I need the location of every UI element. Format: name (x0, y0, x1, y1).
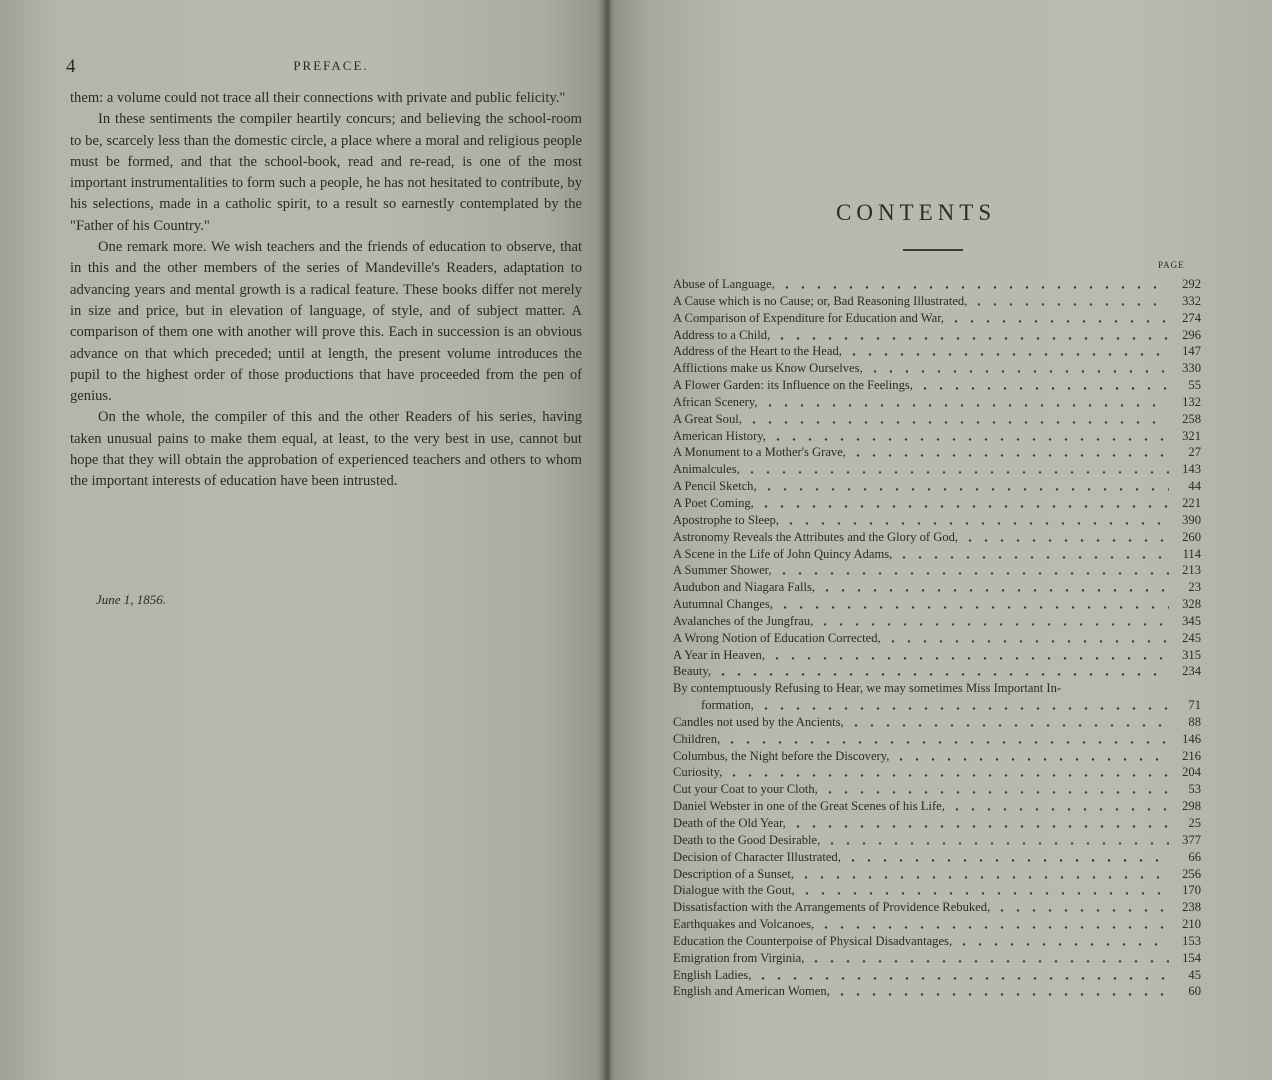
leader-dots (779, 276, 1169, 293)
toc-entry-title: formation, (701, 698, 754, 713)
leader-dots (962, 529, 1169, 546)
toc-entry-title: English Ladies, (673, 967, 752, 982)
toc-entry-page: 258 (1182, 411, 1201, 426)
toc-entry-title: A Flower Garden: its Influence on the Feelings, (673, 378, 913, 393)
toc-entry-page: 147 (1182, 344, 1201, 359)
toc-entry-title: Death to the Good Desirable, (673, 832, 821, 847)
leader-dots (819, 579, 1169, 596)
toc-entry (673, 630, 1201, 647)
leader-dots (818, 916, 1169, 933)
toc-entry (673, 697, 1201, 714)
toc-entry (673, 882, 1201, 899)
leader-dots (755, 967, 1169, 984)
preface-date: June 1, 1856. (96, 592, 167, 607)
toc-entry (673, 647, 1201, 664)
leader-dots (790, 815, 1169, 832)
toc-entry (673, 512, 1201, 529)
leader-dots (726, 764, 1169, 781)
toc-entry-page: 71 (1188, 698, 1201, 713)
toc-entry-title: A Wrong Notion of Education Corrected, (673, 630, 881, 645)
leader-dots (776, 562, 1170, 579)
toc-entry (673, 663, 1201, 680)
toc-entry (673, 916, 1201, 933)
toc-entry (673, 731, 1201, 748)
toc-entry-title: Earthquakes and Volcanoes, (673, 917, 815, 932)
toc-entry (673, 394, 1201, 411)
running-title: PREFACE. (293, 58, 369, 73)
toc-entry-title: Address of the Heart to the Head, (673, 344, 842, 359)
leader-dots (724, 731, 1169, 748)
toc-entry-title: A Poet Coming, (673, 495, 754, 510)
toc-entry-page: 321 (1182, 428, 1201, 443)
toc-entry (673, 377, 1201, 394)
toc-entry-title: A Great Soul, (673, 411, 742, 426)
toc-entry (673, 360, 1201, 377)
toc-entry-title: American History, (673, 428, 766, 443)
leader-dots (824, 832, 1169, 849)
toc-entry (673, 562, 1201, 579)
toc-entry (673, 748, 1201, 765)
leader-dots (848, 714, 1169, 731)
toc-entry (673, 411, 1201, 428)
toc-entry-title: Afflictions make us Know Ourselves, (673, 361, 863, 376)
toc-entry-title: A Cause which is no Cause; or, Bad Reasoning Illustrated, (673, 293, 968, 308)
leader-dots (893, 748, 1169, 765)
toc-entry-title: Apostrophe to Sleep, (673, 512, 779, 527)
toc-entry-title: Decision of Character Illustrated, (673, 849, 841, 864)
toc-entry-title: Avalanches of the Jungfrau, (673, 613, 814, 628)
book-gutter (598, 0, 614, 1080)
toc-entry-page: 204 (1182, 765, 1201, 780)
toc-entry-page: 245 (1182, 630, 1201, 645)
toc-entry (673, 478, 1201, 495)
toc-entry-page: 210 (1182, 917, 1201, 932)
page-number: 4 (66, 56, 76, 77)
toc-entry (673, 343, 1201, 360)
title-rule (903, 249, 963, 251)
toc-entry-page: 66 (1188, 849, 1201, 864)
toc-entry-page: 60 (1188, 984, 1201, 999)
toc-entry-page: 238 (1182, 900, 1201, 915)
preface-paragraph: them: a volume could not trace all their connections with private and public felicity." (70, 90, 566, 106)
toc-entry (673, 613, 1201, 630)
preface-paragraph: In these sentiments the compiler heartily concurs; and believing the school-room to be, scarcely less than the domestic circle, a place where a moral and religious people must be formed, and that the school-book, read and re-read, is one of the most important instrumentalities to form such a people, he has not hesitated to contribute, by his selections, made in a catholic spirit, to a result so earnestly contemplated by the "Father of his Country." (70, 111, 582, 234)
toc-entry-page: 55 (1188, 378, 1201, 393)
leader-dots (956, 933, 1169, 950)
toc-entry-page: 213 (1182, 563, 1201, 578)
toc-entry-page: 23 (1188, 580, 1201, 595)
toc-entry (673, 983, 1201, 1000)
toc-entry (673, 866, 1201, 883)
leader-dots (774, 327, 1169, 344)
toc-entry-page: 292 (1182, 277, 1201, 291)
toc-entry-page: 153 (1182, 933, 1201, 948)
toc-entry-page: 345 (1182, 613, 1201, 628)
leader-dots (867, 360, 1169, 377)
toc-entry (673, 276, 1201, 293)
toc-entry-page: 296 (1182, 327, 1201, 342)
leader-dots (798, 866, 1169, 883)
toc-entry-page: 390 (1182, 512, 1201, 527)
toc-entry (673, 529, 1201, 546)
toc-entry-page: 260 (1182, 529, 1201, 544)
toc-entry (673, 714, 1201, 731)
toc-entry (673, 950, 1201, 967)
leader-dots (715, 663, 1169, 680)
leader-dots (994, 899, 1169, 916)
leader-dots (948, 310, 1169, 327)
leader-dots (850, 444, 1169, 461)
leader-dots (783, 512, 1169, 529)
toc-entry (673, 764, 1201, 781)
toc-entry-page: 27 (1188, 445, 1201, 460)
toc-entry (673, 293, 1201, 310)
toc-entry-title: Autumnal Changes, (673, 597, 774, 612)
leader-dots (746, 411, 1169, 428)
toc-entry-page: 221 (1182, 495, 1201, 510)
toc-entry-page: 330 (1182, 361, 1201, 376)
toc-entry (673, 327, 1201, 344)
leader-dots (896, 546, 1169, 563)
toc-entry-page: 45 (1188, 967, 1201, 982)
toc-entry-title: Dialogue with the Gout, (673, 883, 795, 898)
toc-entry-title: A Year in Heaven, (673, 647, 765, 662)
leader-dots (971, 293, 1169, 310)
toc-entry (673, 933, 1201, 950)
running-head (66, 56, 586, 78)
leader-dots (949, 798, 1169, 815)
toc-entry-page: 328 (1182, 597, 1201, 612)
toc-entry-title: Candles not used by the Ancients, (673, 714, 844, 729)
toc-entry-page: 114 (1182, 546, 1201, 561)
toc-entry (673, 798, 1201, 815)
preface-paragraph: One remark more. We wish teachers and the friends of education to observe, that in this and the other members of the series of Mandeville's Readers, adaptation to advancing years and mental growth is a radical feature. These books differ not merely in size and price, but in elevation of language, of style, and of subject matter. A comparison of them one with another will prove this. Each in succession is an obvious advance on that which preceded; until at length, the present volume introduces the pupil to the highest order of those productions that have proceeded from the pen of genius. (70, 239, 582, 405)
toc-entry-title: Daniel Webster in one of the Great Scenes of his Life, (673, 799, 945, 814)
toc-entry-page: 298 (1182, 799, 1201, 814)
toc-entry-title: Columbus, the Night before the Discovery, (673, 748, 890, 763)
leader-dots (761, 478, 1169, 495)
toc-entry (673, 781, 1201, 798)
toc-entry-page: 132 (1182, 394, 1201, 409)
toc-entry-page: 274 (1182, 310, 1201, 325)
toc-entry-page: 256 (1182, 866, 1201, 881)
contents-title: CONTENTS (836, 200, 997, 225)
left-page (0, 0, 606, 1080)
toc-entry (673, 849, 1201, 866)
toc-entry (673, 596, 1201, 613)
toc-entry-page: 170 (1182, 883, 1201, 898)
toc-entry-title: Education the Counterpoise of Physical Disadvantages, (673, 933, 953, 948)
toc-entry-title: A Summer Shower, (673, 563, 772, 578)
toc-entry-title: A Comparison of Expenditure for Education and War, (673, 310, 945, 325)
toc-entry-page: 216 (1182, 748, 1201, 763)
toc-entry-page: 88 (1188, 714, 1201, 729)
leader-dots (758, 697, 1169, 714)
toc-entry-title: A Scene in the Life of John Quincy Adams, (673, 546, 893, 561)
leader-dots (846, 343, 1169, 360)
toc-entry-title: Curiosity, (673, 765, 723, 780)
toc-entry-page: 146 (1182, 731, 1201, 746)
toc-entry-page: 25 (1188, 816, 1201, 830)
toc-entry-title: Cut your Coat to your Cloth, (673, 782, 818, 797)
toc-entry-title: Description of a Sunset, (673, 866, 795, 881)
toc-entry-title: Astronomy Reveals the Attributes and the Glory of God, (673, 529, 959, 544)
toc-entry (673, 680, 1201, 697)
toc-entry-title: By contemptuously Refusing to Hear, we may sometimes Miss Important In- (673, 681, 1062, 696)
leader-dots (917, 377, 1169, 394)
toc-entry-title: Dissatisfaction with the Arrangements of Providence Rebuked, (673, 900, 991, 915)
leader-dots (744, 461, 1169, 478)
toc-entry-page: 44 (1188, 479, 1201, 494)
toc-entry-title: African Scenery, (673, 394, 758, 409)
toc-entry-title: Address to a Child, (673, 327, 771, 342)
toc-entry (673, 579, 1201, 596)
toc-entry (673, 310, 1201, 327)
toc-entry (673, 967, 1201, 984)
toc-entry-title: Death of the Old Year, (673, 816, 786, 830)
leader-dots (834, 983, 1169, 1000)
toc-entry-title: Abuse of Language, (673, 277, 775, 291)
toc-entry-title: Audubon and Niagara Falls, (673, 580, 815, 595)
toc-entry-title: English and American Women, (673, 984, 830, 999)
leader-dots (845, 849, 1169, 866)
leader-dots (777, 596, 1169, 613)
toc-entry-page: 377 (1182, 832, 1201, 847)
leader-dots (822, 781, 1169, 798)
leader-dots (808, 950, 1169, 967)
toc-entry-title: A Monument to a Mother's Grave, (673, 445, 846, 460)
toc-entry-page: 154 (1182, 950, 1201, 965)
preface-body (70, 88, 582, 493)
leader-dots (758, 495, 1169, 512)
leader-dots (817, 613, 1169, 630)
toc-entry-title: Animalcules, (673, 462, 740, 477)
toc-entry-page: 315 (1182, 647, 1201, 662)
toc-entry-title: Children, (673, 731, 721, 746)
toc-entry (673, 546, 1201, 563)
toc-entry (673, 461, 1201, 478)
leader-dots (762, 394, 1170, 411)
leader-dots (769, 647, 1169, 664)
toc-entry (673, 832, 1201, 849)
leader-dots (799, 882, 1169, 899)
toc-entry-page: 53 (1188, 782, 1201, 797)
page-column-label: PAGE (1158, 260, 1185, 270)
toc-entry-title: Beauty, (673, 664, 712, 679)
leader-dots (885, 630, 1169, 647)
leader-dots (770, 428, 1169, 445)
toc-entry-page: 143 (1182, 462, 1201, 477)
toc-entry (673, 428, 1201, 445)
toc-entry (673, 815, 1201, 832)
preface-paragraph: On the whole, the compiler of this and the other Readers of his series, having taken unusual pains to make them equal, at least, to the very best in use, cannot but hope that they will obtain the approbation of experienced teachers and others to whom the important interests of education have been intrusted. (70, 409, 582, 490)
toc-entry (673, 899, 1201, 916)
toc-entry (673, 495, 1201, 512)
toc-entry-page: 234 (1182, 664, 1201, 679)
toc-entry-title: Emigration from Virginia, (673, 950, 805, 965)
toc-entry-title: A Pencil Sketch, (673, 479, 757, 494)
toc-entry-page: 332 (1182, 293, 1201, 308)
toc-entry (673, 444, 1201, 461)
table-of-contents (673, 276, 1201, 1000)
